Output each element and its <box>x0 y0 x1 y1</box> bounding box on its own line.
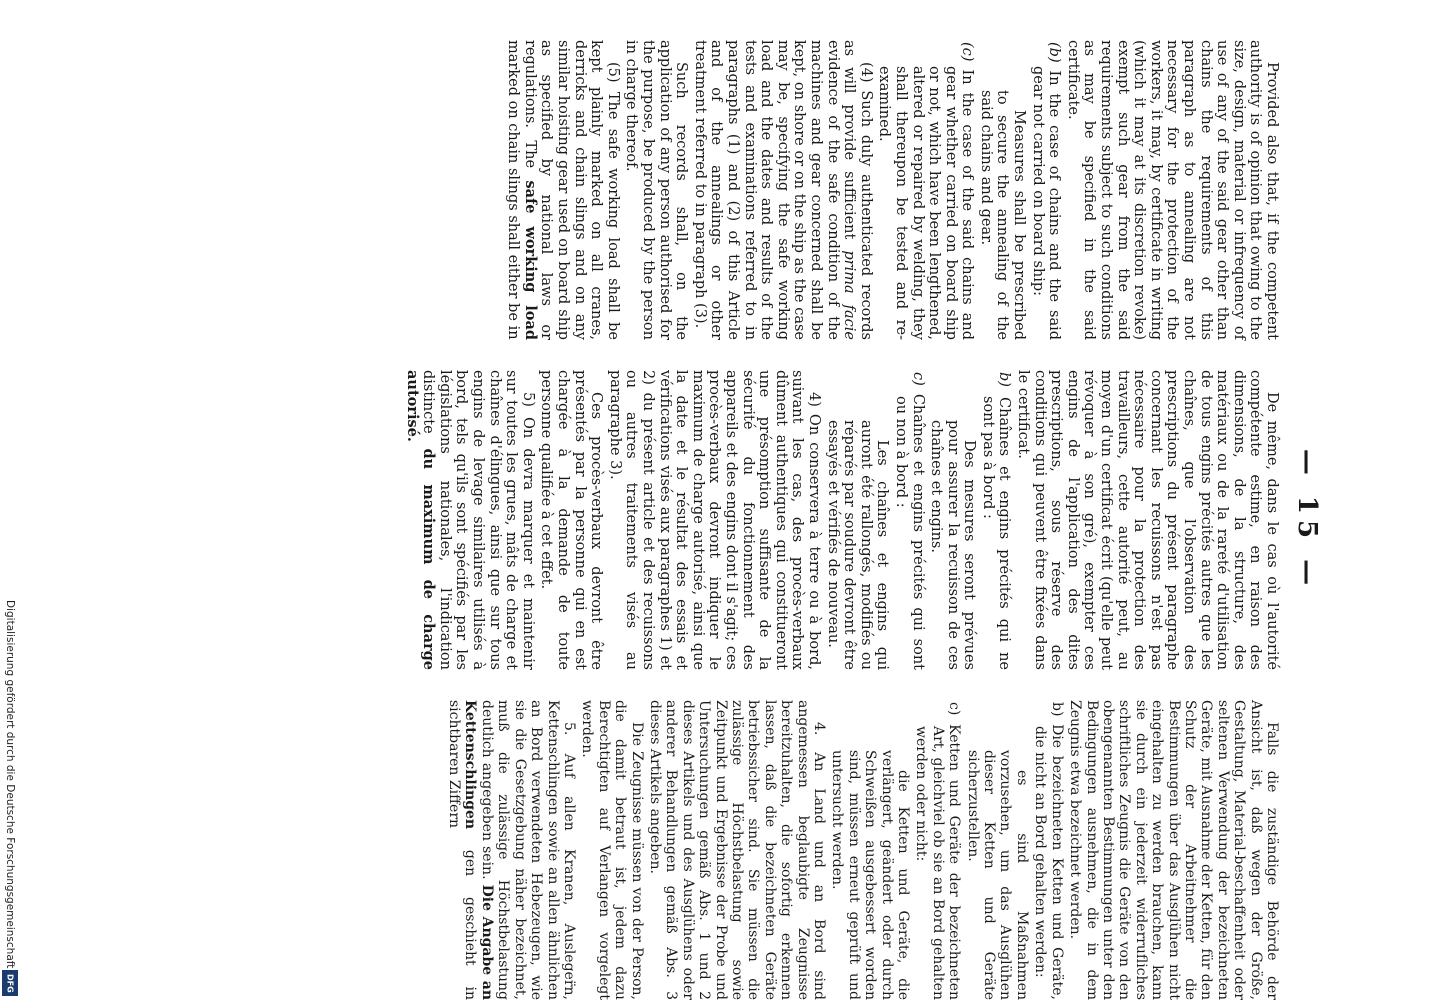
en-p4-part-b: evidence of the safe condition of the machines and gear concerned shall be kept, on shore or on the ship as the case may be, specifying the safe working load and the dates and results of the tests and examinations referred to in paragraphs (1) and (2) of this Article and of the annealings or other treatment referred to in paragraph (3). <box>691 40 841 340</box>
de-proviso-paragraph: Falls die zuständige Behörde der Ansicht ist, daß wegen der Größe, Gestaltung, Material-beschaffenheit oder seltenen Verwendung der bezeichneten Geräte, mit Ausnahme der Ketten, für den Schutz der Arbeitnehmer die Bestimmungen über das Ausglühen nicht eingehalten zu werden brauchen, kann sie durch ein jederzeit widerrufliches schriftliches Zeugnis die Geräte von den obengenannten Bestimmungen unter den Bedingungen ausnehmen, die in dem Zeugnis etwa bezeichnet werden. <box>1067 700 1280 1000</box>
fr-paragraph-4: 4) On conservera à terre ou à bord, suivant les cas, des procès-verbaux dûment authentiques qui constitueront une présomption suffisante de la sécurité du fonctionnement des appareils et des engins dont il s'agit; ces procès-verbaux devront indiquer le maximum de charge autorisé, ainsi que la date et le résultat des essais et vérifications visés aux paragraphes 1) et 2) du présent article et des recuissons ou autres traitements visés au paragraphe 3). <box>606 370 822 670</box>
fr-item-b-inner: Des mesures seront prévues pour assurer la recuisson de ces chaînes et engins. <box>928 420 978 670</box>
en-paragraph-5 <box>505 40 621 340</box>
fr-item-c <box>892 370 925 670</box>
fr-paragraph-5 <box>403 370 536 670</box>
fr-paragraph-4-records: Ces procès-verbaux devront être présentés par la personne qui en est chargée à la demande de toute personne qualifiée à cet effet. <box>538 370 605 670</box>
en-item-c <box>876 40 976 340</box>
en-paragraph-4 <box>691 40 874 340</box>
de-paragraph-5 <box>446 700 577 1000</box>
de-item-c-inner: die Ketten und Geräte, die verlängert, geändert oder durch Schweißen ausgebessert worden sind, müssen erneut geprüft und untersucht werden. <box>829 750 912 1000</box>
de-item-b-inner: es sind Maßnahmen vorzusehen, um das Ausglühen dieser Ketten und Geräte sicherzustellen. <box>964 750 1030 1000</box>
fr-item-c-label: c) <box>909 372 926 386</box>
digitization-credit-text: Digitalisierung gefördert durch die Deutsche Forschungsgemeinschaft <box>4 600 16 969</box>
fr-item-b-label: b) <box>996 372 1013 387</box>
en-item-c-label: (c) <box>959 42 976 62</box>
english-column <box>503 40 1280 340</box>
en-p4-part-a: (4) Such duly authenticated records as will provide sufficient <box>841 40 874 340</box>
dfg-logo-icon: DFG <box>2 970 18 996</box>
fr-item-c-text: Chaînes et engins précités qui sont ou non à bord : <box>892 393 926 671</box>
fr-item-b <box>979 370 1012 670</box>
en-item-b-inner: Measures shall be prescribed to secure the annealing of the said chains and gear. <box>977 90 1028 340</box>
en-p5-bold: safe working load <box>521 180 539 340</box>
de-p5-part-b: gen geschieht in sichtbaren Ziffern <box>446 700 479 1000</box>
fr-item-b-text: Chaînes et engins précités qui ne sont pas à bord : <box>979 396 1013 670</box>
page-number: — 15 — <box>1292 448 1322 592</box>
en-item-b-text: In the case of chains and the said gear not carried on board ship: <box>1029 66 1063 341</box>
fr-proviso-paragraph: De même, dans le cas où l'autorité compétente estime, en raison des dimensions, de la structure, des matériaux ou de la rareté d'utilisation de tous engins précités autres que les chaînes, que l'observation des prescriptions du présent paragraphe concernant les recuissons n'est pas nécessaire pour la protection des travailleurs, cette autorité peut, au moyen d'un certificat écrit (qu'elle peut révoquer à son gré), exempter ces engins de l'application des dites prescriptions, sous réserve des conditions qui peuvent être fixées dans le certificat. <box>1015 370 1280 670</box>
de-item-c-text: Ketten und Geräte der bezeichneten Art, gleichviel ob sie an Bord gehalten werden oder nicht: <box>913 724 963 1000</box>
document-page <box>150 40 1330 1000</box>
de-p5-bold: Die Angabe an Kettenschlingen <box>462 700 495 1000</box>
en-item-c-text: In the case of the said chains and gear whether carried on board ship or not, which have been lengthened, altered or repaired by welding, they shall thereupon be tested and re-examined. <box>876 66 976 341</box>
de-paragraph-4-records: Die Zeugnisse müssen von der Person, die damit betraut ist, jedem dazu Berechtigten auf Verlangen vorgelegt werden. <box>579 700 645 1000</box>
de-item-b-text: Die bezeichneten Ketten und Geräte, die nicht an Bord gehalten werden: <box>1032 724 1065 1000</box>
en-proviso-paragraph: Provided also that, if the competent authority is of opinion that owing to the size, design, material or infrequency of use of any of the said gear other than chains the requirements of this paragraph as to annealing are not necessary for the protection of the workers, it may, by certificate in writing (which it may at its discretion revoke) exempt such gear from the said requirements subject to such conditions as may be specified in the said certificate. <box>1064 40 1280 340</box>
de-item-b <box>1032 700 1065 1000</box>
de-item-b-label: b) <box>1048 702 1065 717</box>
french-column <box>401 370 1280 670</box>
en-item-b <box>1029 40 1062 340</box>
en-p4-italic: prima facie <box>841 250 858 340</box>
en-p5-part-b: marked on chain slings shall either be in <box>505 40 522 340</box>
fr-p5-part-a: 5) On devra marquer et maintenir sur toutes les grues, mâts de charge et chaînes d'élingues, ainsi que sur tous engins de levage similaires utilisés à bord, tels qu'ils sont spécifiés par les législations nationales, l'indication distincte <box>420 370 536 670</box>
en-paragraph-4-records: Such records shall, on the application of any person authorised for the purpose, be produced by the person in charge thereof. <box>623 40 690 340</box>
digitization-credit <box>2 600 18 996</box>
de-p5-part-a: 5. Auf allen Kranen, Ausleger̈n, Kettenschlingen sowie an allen ähnlichen an Bord verwendeten Hebezeugen, wie sie die Gesetzgebung näher bezeichnet, muß die zulässige Höchstbelastung deutlich angegeben sein. <box>478 700 577 1000</box>
fr-item-c-inner: Les chaînes et engins qui auront été rallongés, modifiés ou réparés par soudure devront être essayés et vérifiés de nouveau. <box>824 420 891 670</box>
en-item-b-label: (b) <box>1046 42 1063 63</box>
de-item-c-label: c) <box>946 702 963 716</box>
de-item-c <box>913 700 962 1000</box>
german-column <box>444 700 1280 1000</box>
de-paragraph-4: 4. An Land und an Bord sind angemessen beglaubigte Zeugnisse bereitzuhalten, die sofortig erkennen lassen, daß die bezeichneten Geräte betriebssicher sind. Sie müssen die zulässige Höchstbelastung sowie Zeitpunkt und Ergebnisse der Probe und Untersuchungen gemäß Abs. 1 und 2 dieses Artikels und des Ausglühens oder anderer Behandlungen gemäß Abs. 3 dieses Artikels angeben. <box>646 700 828 1000</box>
fr-p5-bold: du maximum de charge autorisé. <box>403 370 438 671</box>
en-p5-part-a: (5) The safe working load shall be kept plainly marked on all cranes, derricks and chain slings and on any similar hoisting gear used on board ship as specified by national laws or regulations. The <box>521 40 621 340</box>
